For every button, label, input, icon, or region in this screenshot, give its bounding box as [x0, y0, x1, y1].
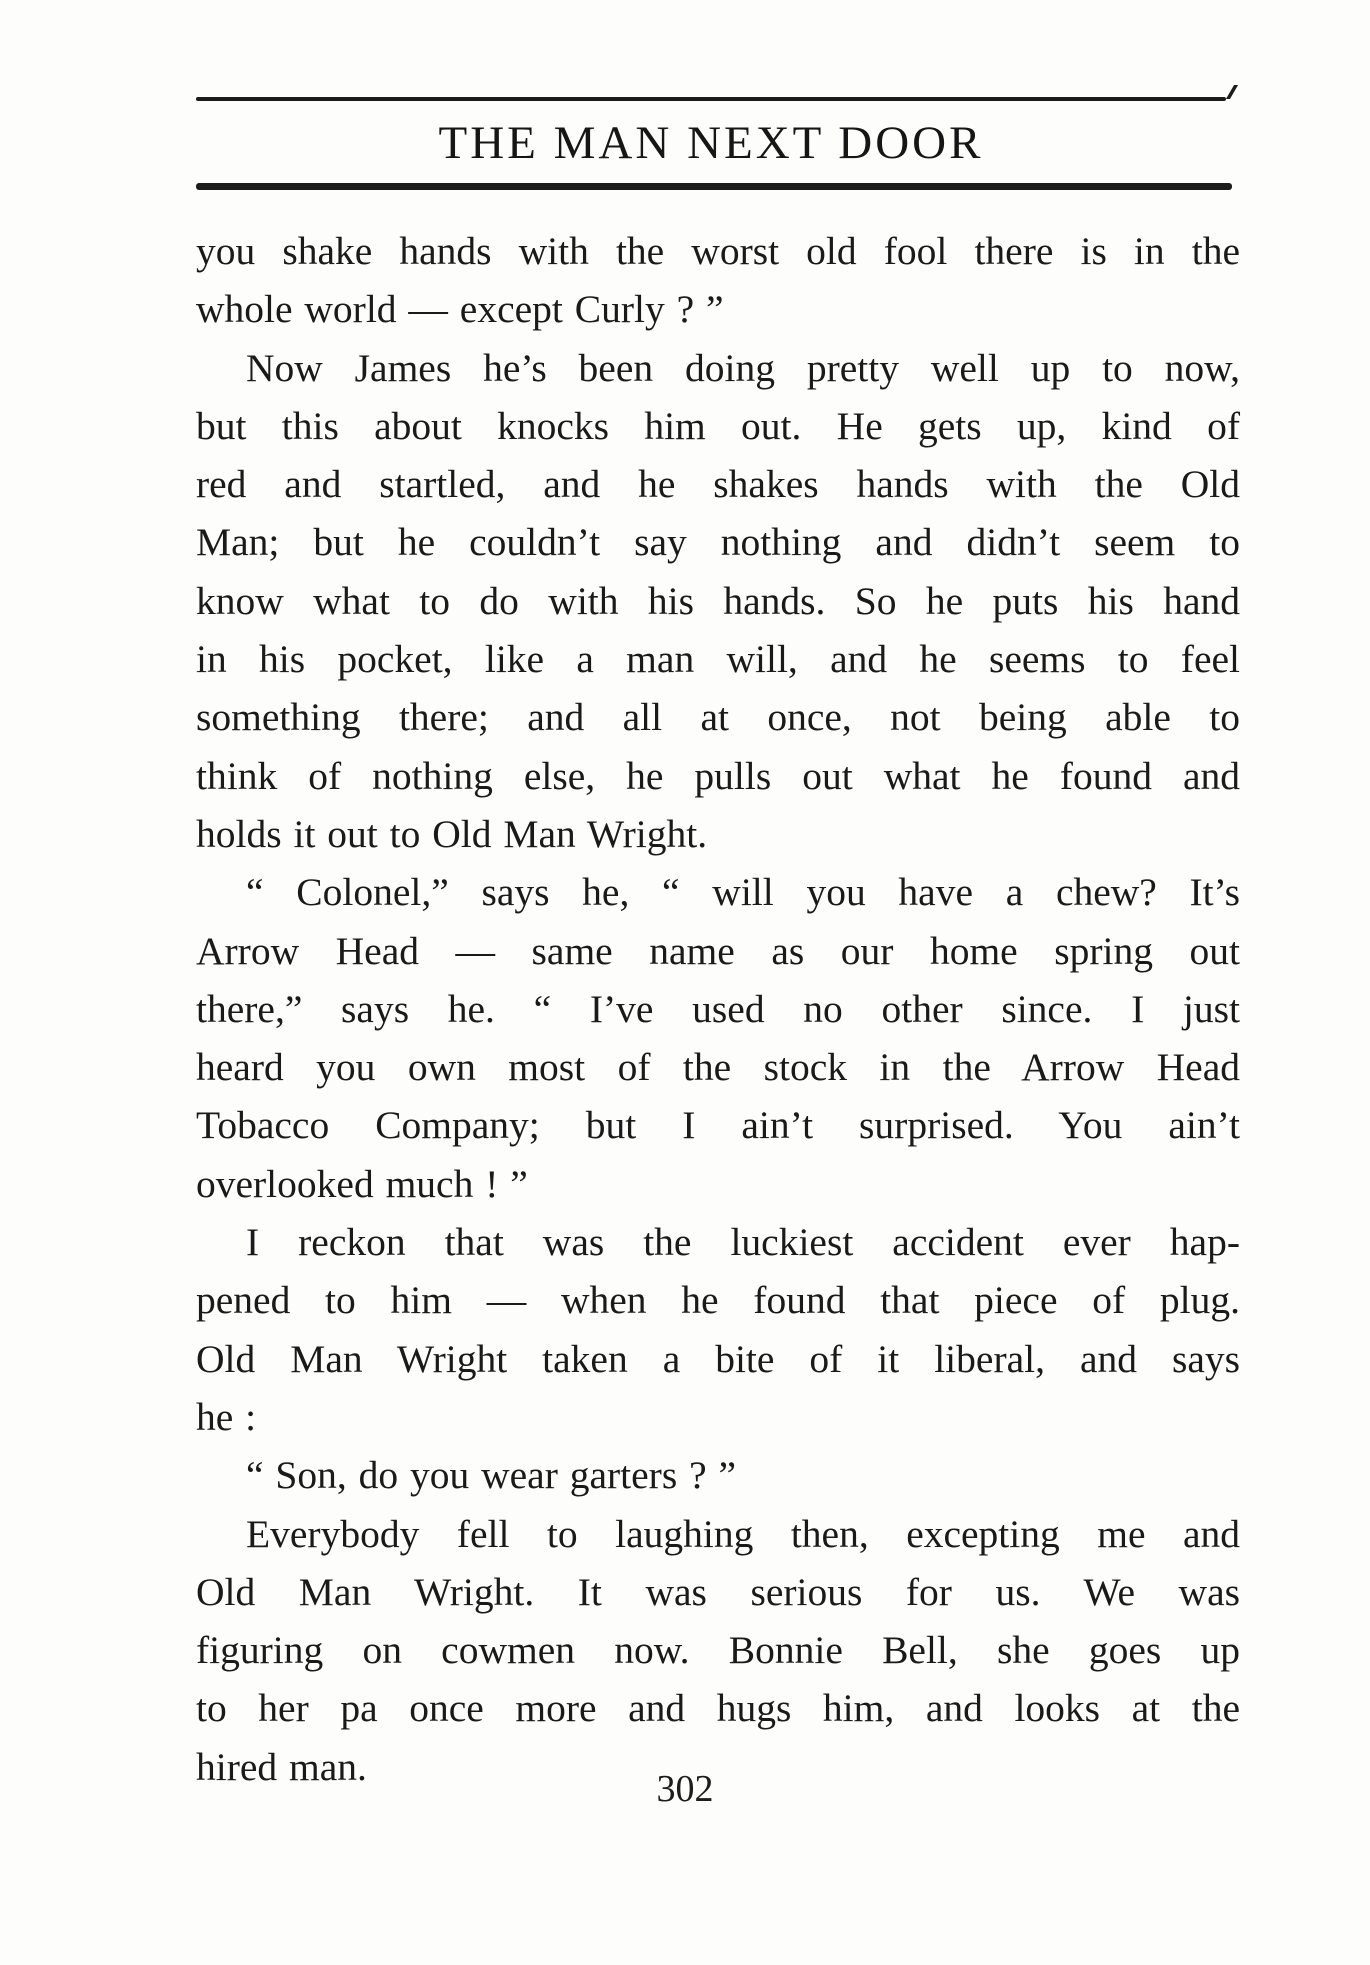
running-title: THE MAN NEXT DOOR: [438, 117, 984, 169]
text-line: Old Man Wright. It was serious for us. We was: [196, 1569, 1240, 1614]
text-line: to her pa once more and hugs him, and looks at the: [196, 1686, 1240, 1731]
text-line: pened to him — when he found that piece of plug.: [196, 1278, 1240, 1323]
text-line: Man; but he couldn’t say nothing and didn’t seem to: [196, 520, 1240, 565]
text-line: in his pocket, like a man will, and he seems to feel: [196, 637, 1240, 682]
text-line: figuring on cowmen now. Bonnie Bell, she goes up: [196, 1628, 1240, 1673]
text-line: there,” says he. “ I’ve used no other since. I just: [196, 986, 1240, 1031]
text-line: know what to do with his hands. So he puts his hand: [196, 578, 1240, 623]
text-line: Now James he’s been doing pretty well up to now,: [246, 345, 1240, 390]
text-line: you shake hands with the worst old fool there is in the: [196, 229, 1240, 273]
header-rule-top: [196, 97, 1226, 101]
text-line: think of nothing else, he pulls out what he found and: [196, 753, 1240, 798]
text-line: “ Colonel,” says he, “ will you have a chew? It’s: [246, 870, 1240, 915]
text-line: overlooked much ! ”: [196, 1161, 528, 1206]
header-rule-flourish: [1196, 85, 1238, 99]
text-line: but this about knocks him out. He gets up, kind of: [196, 403, 1240, 448]
text-line: hired man.: [196, 1744, 367, 1789]
page-number: 302: [656, 1768, 714, 1810]
header-rule-bottom: [196, 183, 1232, 190]
text-line: holds it out to Old Man Wright.: [196, 811, 708, 856]
text-line: Everybody fell to laughing then, excepting me and: [246, 1511, 1240, 1556]
text-line: I reckon that was the luckiest accident ever hap-: [246, 1220, 1240, 1265]
text-line: “ Son, do you wear garters ? ”: [246, 1453, 737, 1498]
body-text: [196, 222, 1240, 1796]
text-line: whole world — except Curly ? ”: [196, 287, 724, 332]
text-line: heard you own most of the stock in the Arrow Head: [196, 1045, 1240, 1090]
text-line: Tobacco Company; but I ain’t surprised. You ain’t: [196, 1103, 1240, 1148]
text-line: he :: [196, 1394, 257, 1439]
text-line: red and startled, and he shakes hands with the Old: [196, 462, 1240, 507]
text-line: something there; and all at once, not being able to: [196, 695, 1240, 740]
text-line: Old Man Wright taken a bite of it liberal, and says: [196, 1336, 1240, 1381]
text-line: Arrow Head — same name as our home spring out: [196, 928, 1240, 973]
